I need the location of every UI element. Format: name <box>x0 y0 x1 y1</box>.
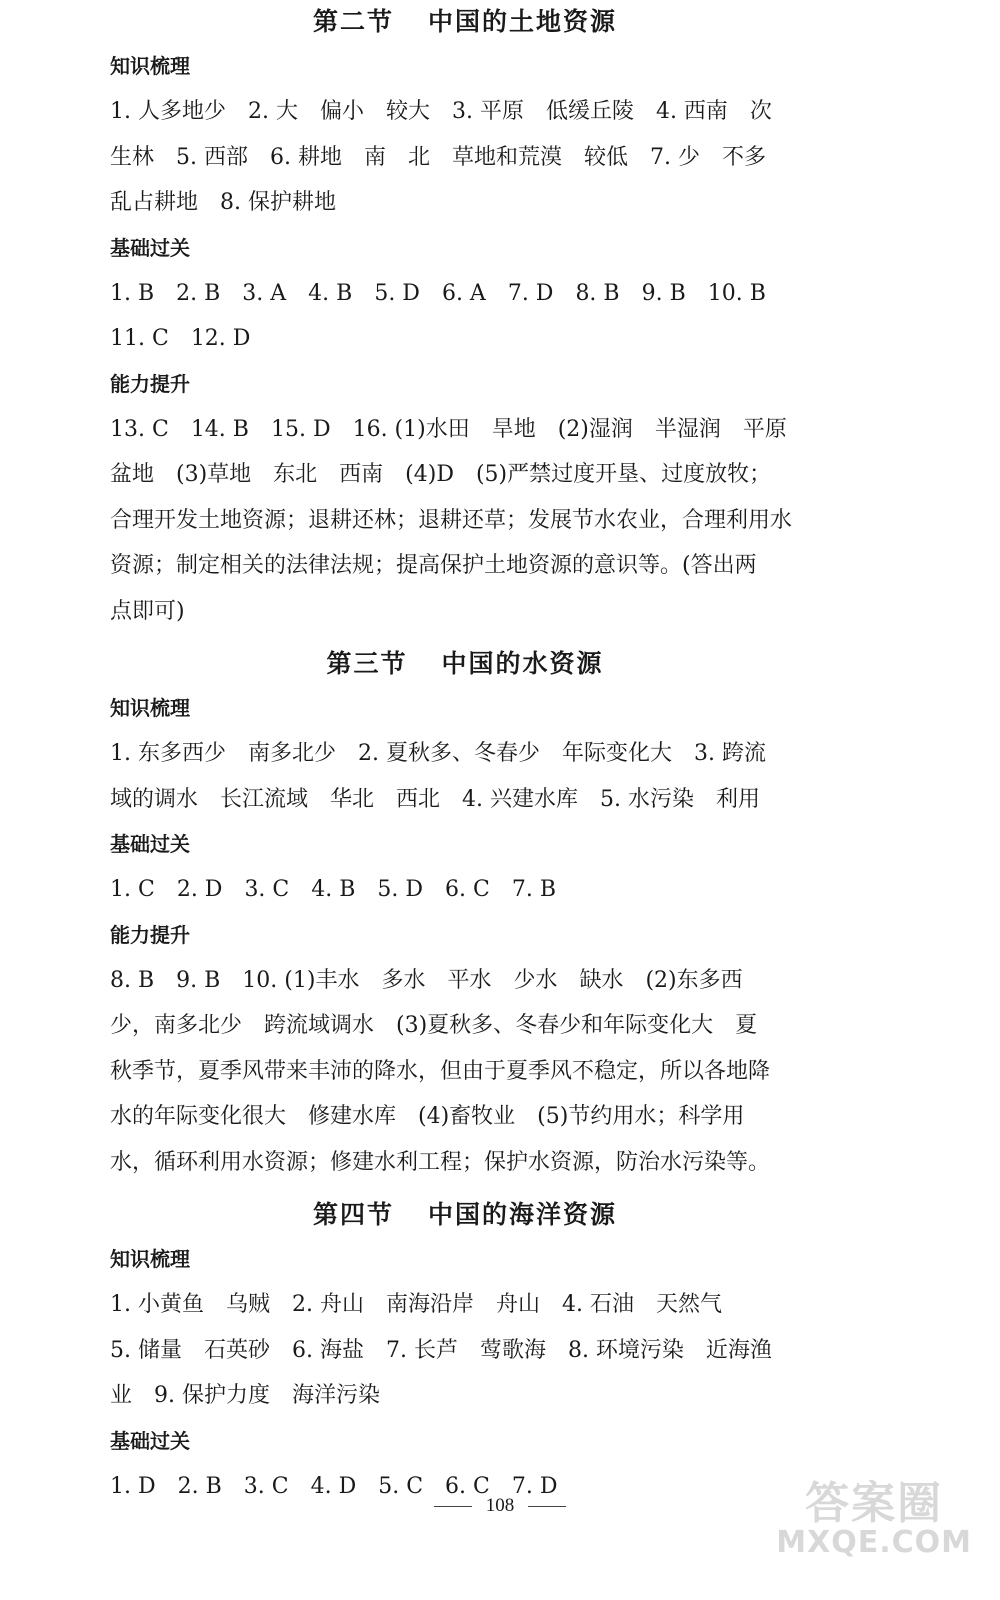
section <box>110 0 820 634</box>
answer-line: 业 9. 保护力度 海洋污染 <box>110 1383 380 1408</box>
answer-line: 资源；制定相关的法律法规；提高保护土地资源的意识等。(答出两 <box>110 553 757 578</box>
answer-line: 生林 5. 西部 6. 耕地 南 北 草地和荒漠 较低 7. 少 不多 <box>110 144 766 170</box>
subsection-heading: 基础过关 <box>110 1428 190 1453</box>
answer-line: 合理开发土地资源；退耕还林；退耕还草；发展节水农业，合理利用水 <box>110 507 793 533</box>
answer-line: 1. B 2. B 3. A 4. B 5. D 6. A 7. D 8. B 9. B 10. B <box>110 280 766 306</box>
answer-line: 少，南多北少 跨流域调水 (3)夏秋多、冬春少和年际变化大 夏 <box>110 1013 758 1038</box>
answer-line: 5. 储量 石英砂 6. 海盐 7. 长芦 莺歌海 8. 环境污染 近海渔 <box>110 1337 772 1363</box>
answer-line: 13. C 14. B 15. D 16. (1)水田 旱地 (2)湿润 半湿润 平原 <box>110 416 787 442</box>
subsection-heading: 能力提升 <box>110 371 190 396</box>
section-title: 第四节 中国的海洋资源 <box>312 1200 618 1229</box>
subsection-heading: 能力提升 <box>110 922 190 947</box>
answer-line: 水的年际变化很大 修建水库 (4)畜牧业 (5)节约用水；科学用 <box>110 1104 745 1129</box>
answer-line: 1. 东多西少 南多北少 2. 夏秋多、冬春少 年际变化大 3. 跨流 <box>110 741 766 766</box>
section <box>110 1193 820 1509</box>
answer-line: 1. 小黄鱼 乌贼 2. 舟山 南海沿岸 舟山 4. 石油 天然气 <box>110 1292 722 1317</box>
watermark-logo: 答案圈 MXQE.COM <box>776 1478 972 1560</box>
answer-line: 乱占耕地 8. 保护耕地 <box>110 190 336 215</box>
answer-line: 1. D 2. B 3. C 4. D 5. C 6. C 7. D <box>110 1473 558 1499</box>
page-number: 108 <box>0 1495 1000 1517</box>
answer-line: 盆地 (3)草地 东北 西南 (4)D (5)严禁过度开垦、过度放牧； <box>110 462 772 487</box>
answer-line: 8. B 9. B 10. (1)丰水 多水 平水 少水 缺水 (2)东多西 <box>110 967 743 993</box>
answer-page <box>110 0 820 1509</box>
page-number-dash <box>434 1506 472 1507</box>
subsection-heading: 知识梳理 <box>110 696 190 720</box>
answer-line: 1. 人多地少 2. 大 偏小 较大 3. 平原 低缓丘陵 4. 西南 次 <box>110 99 772 124</box>
answer-line: 1. C 2. D 3. C 4. B 5. D 6. C 7. B <box>110 877 556 902</box>
section <box>110 642 820 1185</box>
page-number-dash <box>528 1506 566 1507</box>
section-title: 第二节 中国的土地资源 <box>312 7 618 36</box>
subsection-heading: 基础过关 <box>110 235 190 260</box>
answer-line: 11. C 12. D <box>110 326 251 351</box>
subsection-heading: 知识梳理 <box>110 54 190 78</box>
section-title: 第三节 中国的水资源 <box>326 649 604 678</box>
answer-line: 点即可) <box>110 598 185 624</box>
answer-line: 域的调水 长江流域 华北 西北 4. 兴建水库 5. 水污染 利用 <box>110 786 760 812</box>
subsection-heading: 基础过关 <box>110 832 190 856</box>
answer-line: 水，循环利用水资源；修建水利工程；保护水资源，防治水污染等。 <box>110 1149 771 1175</box>
answer-line: 秋季节，夏季风带来丰沛的降水，但由于夏季风不稳定，所以各地降 <box>110 1058 771 1084</box>
subsection-heading: 知识梳理 <box>110 1247 190 1271</box>
